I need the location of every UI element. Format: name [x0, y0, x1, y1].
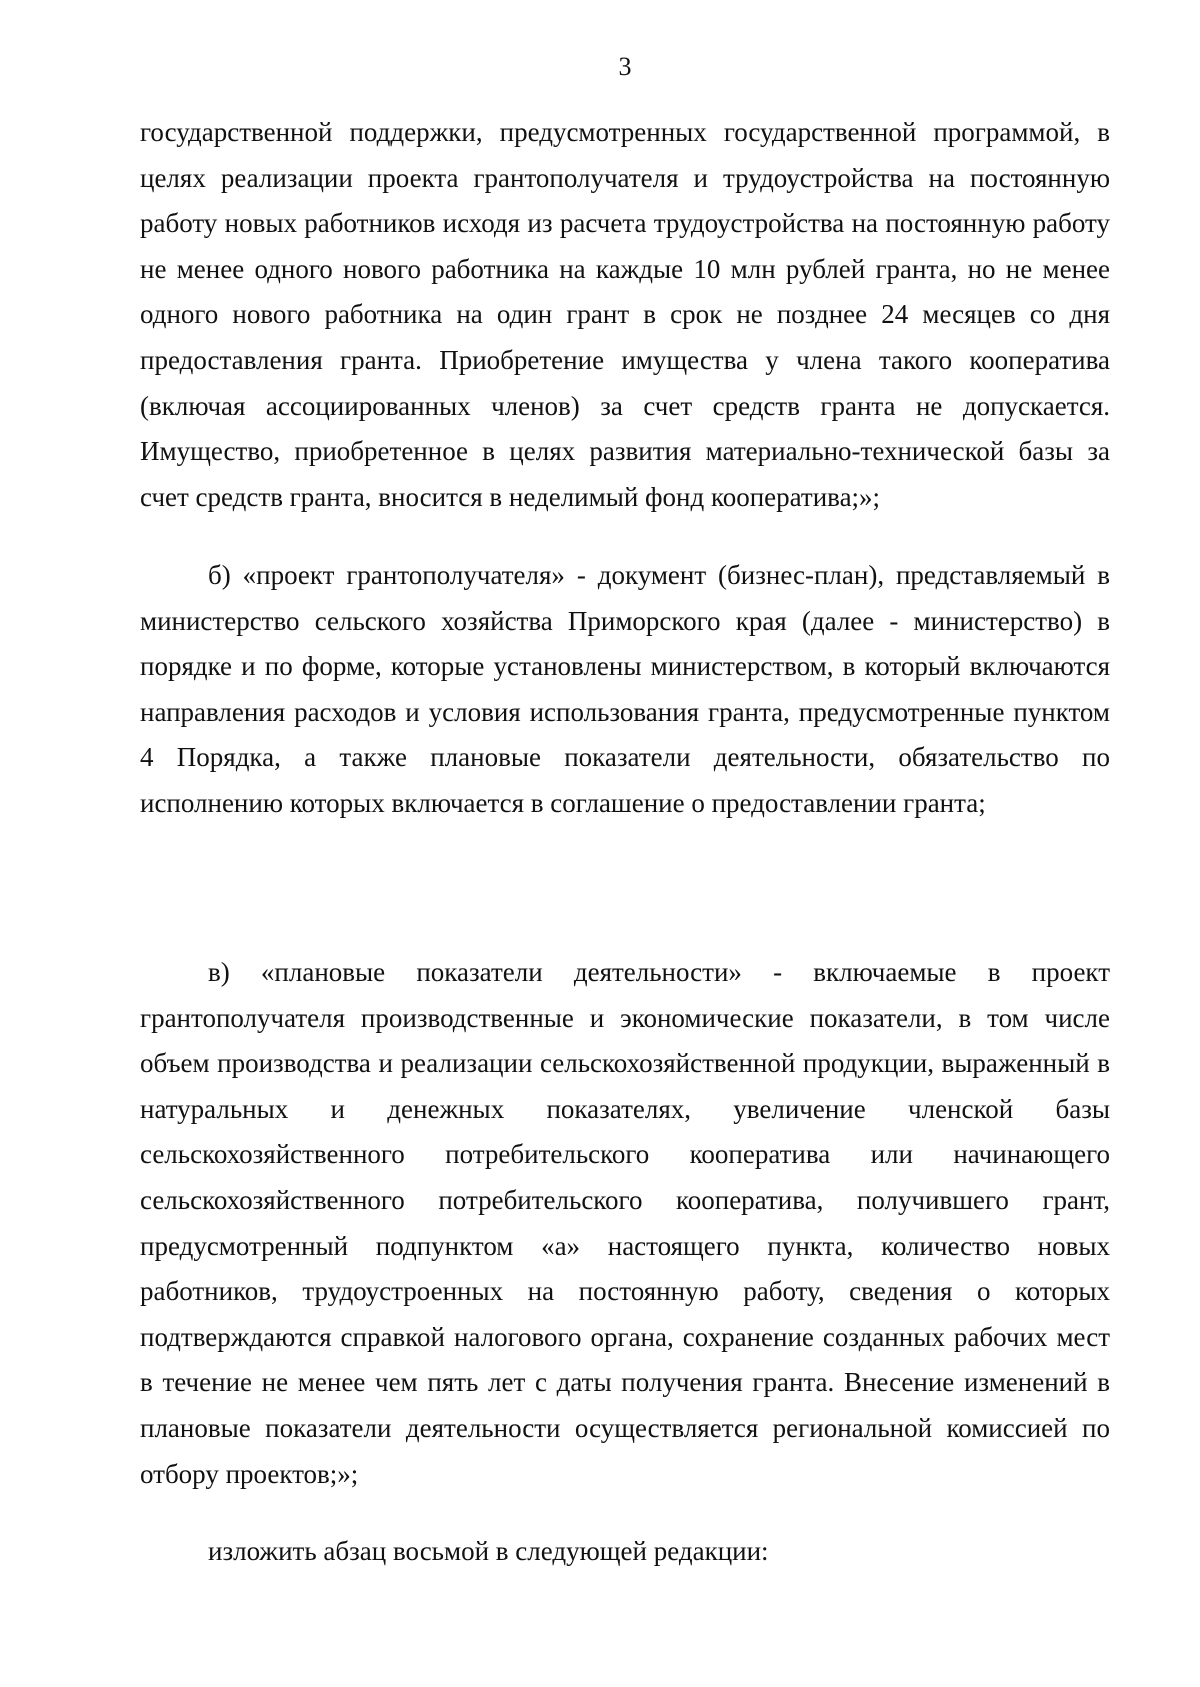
paragraph-item-b: [140, 553, 1110, 827]
paragraph-continuation: [140, 110, 1110, 520]
paragraph-instruction: [140, 1529, 1110, 1575]
paragraph-text: изложить абзац восьмой в следующей редакции:: [208, 1536, 769, 1566]
paragraph-text: б) «проект грантополучателя» - документ (бизнес-план), представляемый в министерство сельского хозяйства Приморского края (далее - министерство) в порядке и по форме, которые установлены министерством, в который включаются направления расходов и условия использования гранта, предусмотренные пунктом 4 Порядка, а также плановые показатели деятельности, обязательство по исполнению которых включается в соглашение о предоставлении гранта;: [140, 560, 1110, 818]
paragraph-text: в) «плановые показатели деятельности» - включаемые в проект грантополучателя производственные и экономические показатели, в том числе объем производства и реализации сельскохозяйственной продукции, выраженный в натуральных и денежных показателях, увеличение членской базы сельскохозяйственного потребительского кооператива или начинающего сельскохозяйственного потребительского кооператива, получившего грант, предусмотренный подпунктом «а» настоящего пункта, количество новых работников, трудоустроенных на постоянную работу, сведения о которых подтверждаются справкой налогового органа, сохранение созданных рабочих мест в течение не менее чем пять лет с даты получения гранта. Внесение изменений в плановые показатели деятельности осуществляется региональной комиссией по отбору проектов;»;: [140, 957, 1110, 1489]
paragraph-item-v: [140, 950, 1110, 1497]
paragraph-text: государственной поддержки, предусмотренных государственной программой, в целях реализации проекта грантополучателя и трудоустройства на постоянную работу новых работников исходя из расчета трудоустройства на постоянную работу не менее одного нового работника на каждые 10 млн рублей гранта, но не менее одного нового работника на один грант в срок не позднее 24 месяцев со дня предоставления гранта. Приобретение имущества у члена такого кооператива (включая ассоциированных членов) за счет средств гранта не допускается. Имущество, приобретенное в целях развития материально-технической базы за счет средств гранта, вносится в неделимый фонд кооператива;»;: [140, 117, 1110, 512]
page-number: 3: [618, 52, 632, 81]
